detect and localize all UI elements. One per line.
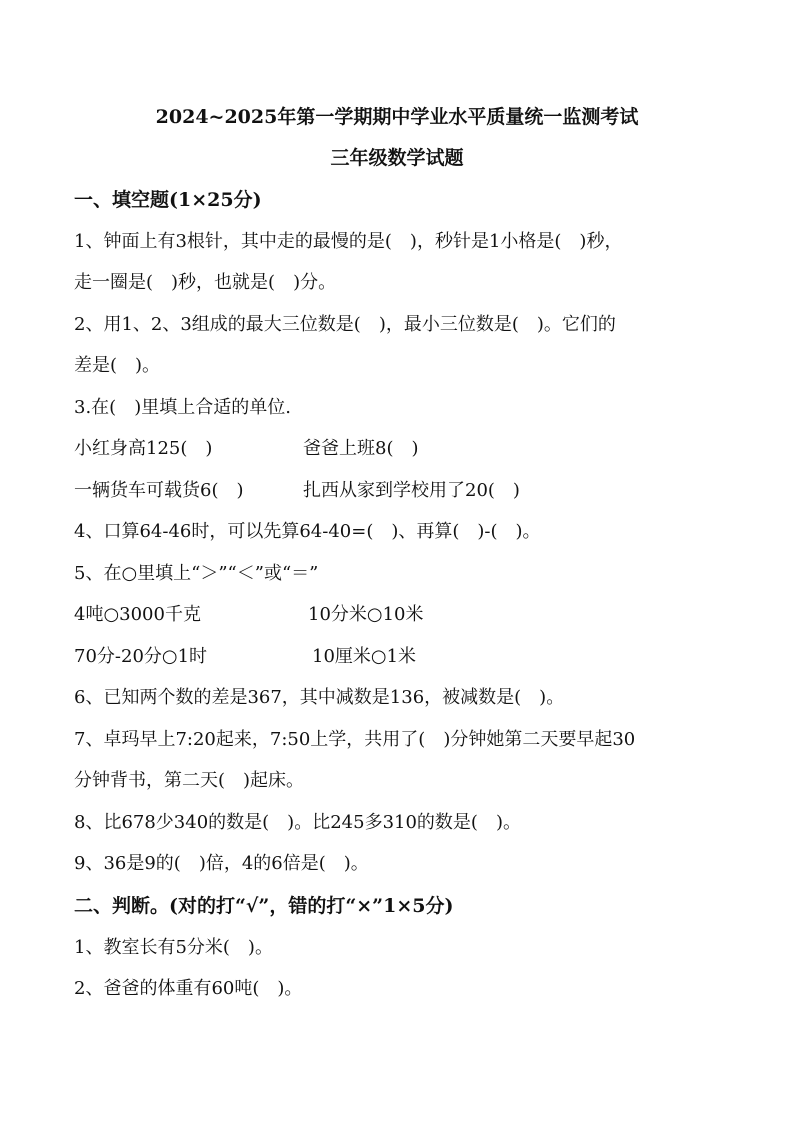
question-3-row-1 [74,437,794,461]
question-2-line-1: 2、用1、2、3组成的最大三位数是( )，最小三位数是( )。它们的 [74,314,616,335]
question-1-line-1: 1、钟面上有3根针，其中走的最慢的是( )，秒针是1小格是( )秒， [74,231,623,252]
question-3-intro: 3.在( )里填上合适的单位. [74,397,291,418]
section-heading-fill-blank: 一、填空题(1×25分) [74,189,262,211]
question-7-line-1: 7、卓玛早上7:20起来，7:50上学，共用了( )分钟她第二天要早起30 [74,729,636,750]
question-5-item-d: 10厘米○1米 [312,646,417,667]
question-5-row-2 [74,645,794,669]
question-8: 8、比678少340的数是( )。比245多310的数是( )。 [74,812,521,833]
question-5-item-a: 4吨○3000千克 [74,604,201,625]
question-3-item-a: 小红身高125( ) [74,438,213,459]
question-3-row-2 [74,479,794,503]
question-5-row-1 [74,603,794,627]
question-6: 6、已知两个数的差是367，其中减数是136，被减数是( )。 [74,687,565,708]
question-5-intro: 5、在○里填上“＞”“＜”或“＝” [74,563,319,584]
question-3-item-c: 一辆货车可载货6( ) [74,480,244,501]
question-4: 4、口算64-46时，可以先算64-40=( )、再算( )-( )。 [74,521,541,542]
question-5-item-c: 70分-20分○1时 [74,646,208,667]
judge-question-1: 1、教室长有5分米( )。 [74,937,273,958]
question-2-line-2: 差是( )。 [74,355,161,376]
question-9: 9、36是9的( )倍，4的6倍是( )。 [74,853,369,874]
question-3-item-b: 爸爸上班8( ) [303,438,419,459]
section-heading-true-false: 二、判断。(对的打“√”，错的打“×”1×5分) [74,895,454,917]
question-7-line-2: 分钟背书，第二天( )起床。 [74,770,305,791]
question-1-line-2: 走一圈是( )秒，也就是( )分。 [74,272,337,293]
question-3-item-d: 扎西从家到学校用了20( ) [303,480,520,501]
judge-question-2: 2、爸爸的体重有60吨( )。 [74,978,303,999]
exam-subtitle: 三年级数学试题 [330,147,464,169]
question-5-item-b: 10分米○10米 [308,604,424,625]
exam-title: 2024~2025年第一学期期中学业水平质量统一监测考试 [155,106,639,128]
